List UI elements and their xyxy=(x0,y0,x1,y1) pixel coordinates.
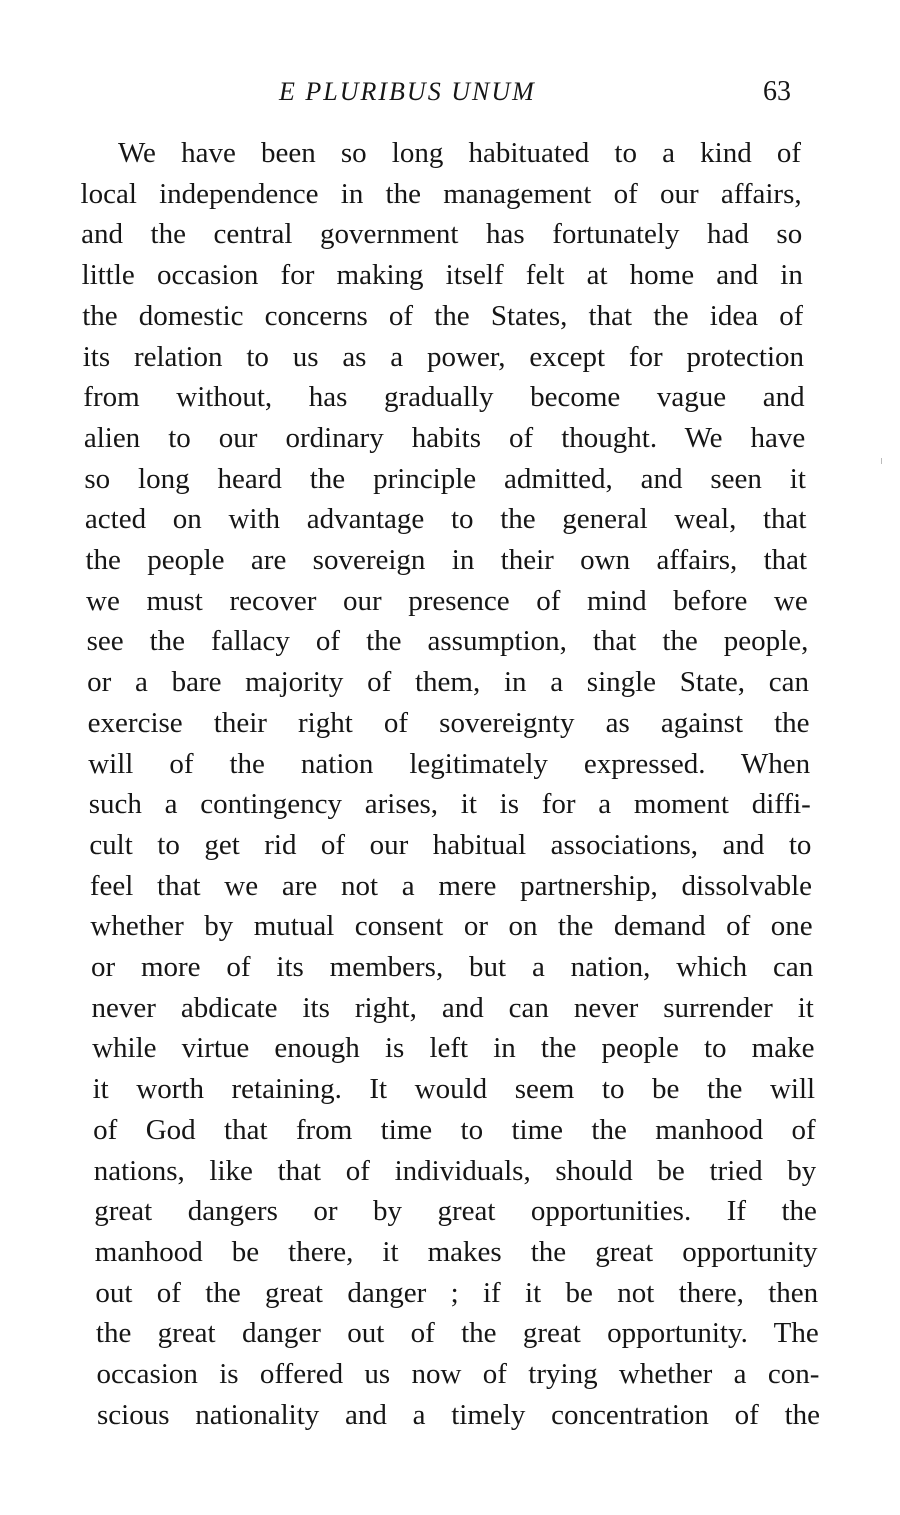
text-line: the people are sovereign in their own affairs, that xyxy=(85,544,808,576)
scan-edge-mark xyxy=(881,458,882,464)
text-line: We have been so long habituated to a kind of xyxy=(118,137,801,169)
text-line: while virtue enough is left in the people to make xyxy=(92,1032,815,1065)
running-title: E PLURIBUS UNUM xyxy=(279,77,536,106)
text-line: will of the nation legitimately expressed. When xyxy=(88,747,811,780)
text-line: exercise their right of sovereignty as against the xyxy=(87,706,810,739)
text-line: we must recover our presence of mind before we xyxy=(86,584,808,617)
text-line: or a bare majority of them, in a single State, can xyxy=(87,666,809,699)
text-line: whether by mutual consent or on the demand of one xyxy=(90,910,813,943)
text-line: nations, like that of individuals, should be tried by xyxy=(93,1154,817,1187)
text-line: manhood be there, it makes the great opportunity xyxy=(94,1235,818,1268)
text-line: local independence in the management of our affairs, xyxy=(80,177,802,210)
text-line: the domestic concerns of the States, that the idea of xyxy=(82,299,804,332)
text-line: scious nationality and a timely concentration of the xyxy=(97,1398,820,1431)
text-line: the great danger out of the great opportunity. The xyxy=(95,1317,819,1350)
text-line: alien to our ordinary habits of thought. We have xyxy=(83,421,806,454)
text-line: feel that we are not a mere partnership, dissolvable xyxy=(89,869,813,902)
page-number: 63 xyxy=(763,76,791,107)
text-line: of God that from time to time the manhood of xyxy=(93,1113,816,1146)
text-line: or more of its members, but a nation, which can xyxy=(90,951,814,983)
text-line: from without, has gradually become vague and xyxy=(83,381,805,414)
text-line: little occasion for making itself felt at home and in xyxy=(81,259,803,292)
text-line: great dangers or by great opportunities. If the xyxy=(94,1195,817,1228)
text-line: so long heard the principle admitted, and seen it xyxy=(84,462,806,495)
text-line: and the central government has fortunately had so xyxy=(81,218,803,251)
running-head xyxy=(0,72,900,112)
text-line: occasion is offered us now of trying whether a con- xyxy=(96,1358,820,1390)
text-line: it worth retaining. It would seem to be the will xyxy=(92,1073,816,1106)
text-line: see the fallacy of the assumption, that the people, xyxy=(86,625,809,658)
text-line: its relation to us as a power, except for protection xyxy=(82,340,805,373)
text-line: never abdicate its right, and can never surrender it xyxy=(91,991,814,1024)
text-line: cult to get rid of our habitual associations, and to xyxy=(89,828,812,861)
text-line: out of the great danger ; if it be not there, then xyxy=(95,1276,819,1309)
text-line: acted on with advantage to the general weal, that xyxy=(84,503,807,536)
text-line: such a contingency arises, it is for a moment diffi- xyxy=(88,788,811,821)
